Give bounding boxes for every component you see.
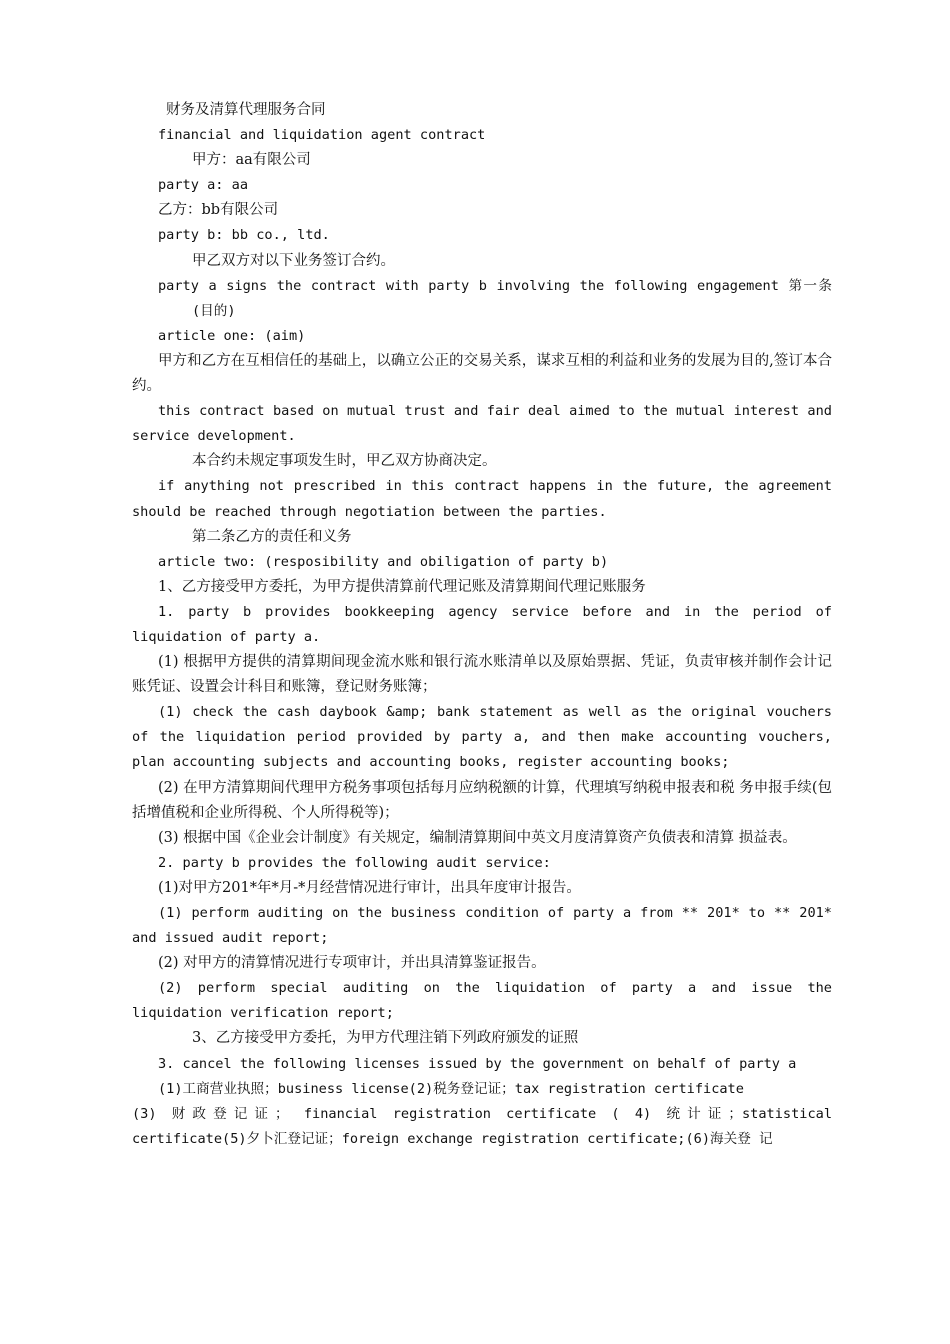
contract-document: [132, 98, 832, 1152]
paragraph-20: (2) 在甲方清算期间代理甲方税务事项包括每月应纳税额的计算，代理填写纳税申报表和税 务申报手续(包括增值税和企业所得税、个人所得税等)；: [132, 779, 832, 821]
paragraph-8: party a signs the contract with party b involving the following engagement 第一条(目的): [158, 277, 832, 319]
paragraph-21: (3) 根据中国《企业会计制度》有关规定，编制清算期间中英文月度清算资产负债表和清算 损益表。: [158, 829, 797, 846]
paragraph-15: article two: (resposibility and obiligation of party b): [158, 553, 609, 570]
paragraph-13: if anything not prescribed in this contract happens in the future, the agreement should be reached through negotiation between the parties.: [132, 478, 832, 520]
paragraph-19: (1) check the cash daybook &amp; bank statement as well as the original vouchers of the liquidation period provided by party a, and then make accounting vouchers, plan accounting subjects and accounting books, register accounting books;: [132, 704, 832, 771]
paragraph-3: 甲方：aa有限公司: [192, 152, 311, 169]
paragraph-18: (1) 根据甲方提供的清算期间现金流水账和银行流水账清单以及原始票据、凭证，负责审核并制作会计记账凭证、设置会计科目和账簿，登记财务账簿；: [132, 654, 832, 696]
paragraph-22: 2. party b provides the following audit service:: [158, 854, 551, 871]
paragraph-28: 3. cancel the following licenses issued by the government on behalf of party a: [158, 1055, 797, 1072]
paragraph-12: 本合约未规定事项发生时，甲乙双方协商决定。: [192, 453, 497, 470]
paragraph-9: article one: (aim): [158, 327, 306, 344]
paragraph-7: 甲乙双方对以下业务签订合约。: [192, 252, 395, 269]
paragraph-25: (2) 对甲方的清算情况进行专项审计，并出具清算鉴证报告。: [158, 955, 546, 972]
paragraph-2: financial and liquidation agent contract: [158, 127, 486, 144]
paragraph-1: 财务及清算代理服务合同: [166, 102, 326, 118]
paragraph-24: (1) perform auditing on the business condition of party a from ** 201* to ** 201* and issued audit report;: [132, 905, 832, 947]
paragraph-14: 第二条乙方的责任和义务: [192, 528, 352, 545]
paragraph-29: (1)工商营业执照；business license(2)税务登记证；tax registration certificate: [158, 1080, 744, 1097]
paragraph-4: party a: aa: [158, 177, 249, 194]
paragraph-27: 3、乙方接受甲方委托，为甲方代理注销下列政府颁发的证照: [192, 1030, 579, 1047]
paragraph-30: (3) 财政登记证； financial registration certificate ( 4) 统计证；statistical certificate(5)夕卜汇登记证；foreign exchange registration certificate;(6)海关登 记: [132, 1105, 832, 1147]
paragraph-23: (1)对甲方201*年*月-*月经营情况进行审计，出具年度审计报告。: [158, 879, 581, 896]
paragraph-26: (2) perform special auditing on the liquidation of party a and issue the liquidation verification report;: [132, 980, 832, 1022]
paragraph-11: this contract based on mutual trust and fair deal aimed to the mutual interest and service development.: [132, 403, 832, 445]
paragraph-5: 乙方：bb有限公司: [158, 202, 279, 219]
paragraph-10: 甲方和乙方在互相信任的基础上，以确立公正的交易关系，谋求互相的利益和业务的发展为目的,签订本合约。: [132, 352, 832, 395]
paragraph-6: party b: bb co., ltd.: [158, 227, 330, 244]
paragraph-16: 1、乙方接受甲方委托，为甲方提供清算前代理记账及清算期间代理记账服务: [158, 578, 646, 595]
paragraph-17: 1. party b provides bookkeeping agency service before and in the period of liquidation of party a.: [132, 603, 832, 645]
